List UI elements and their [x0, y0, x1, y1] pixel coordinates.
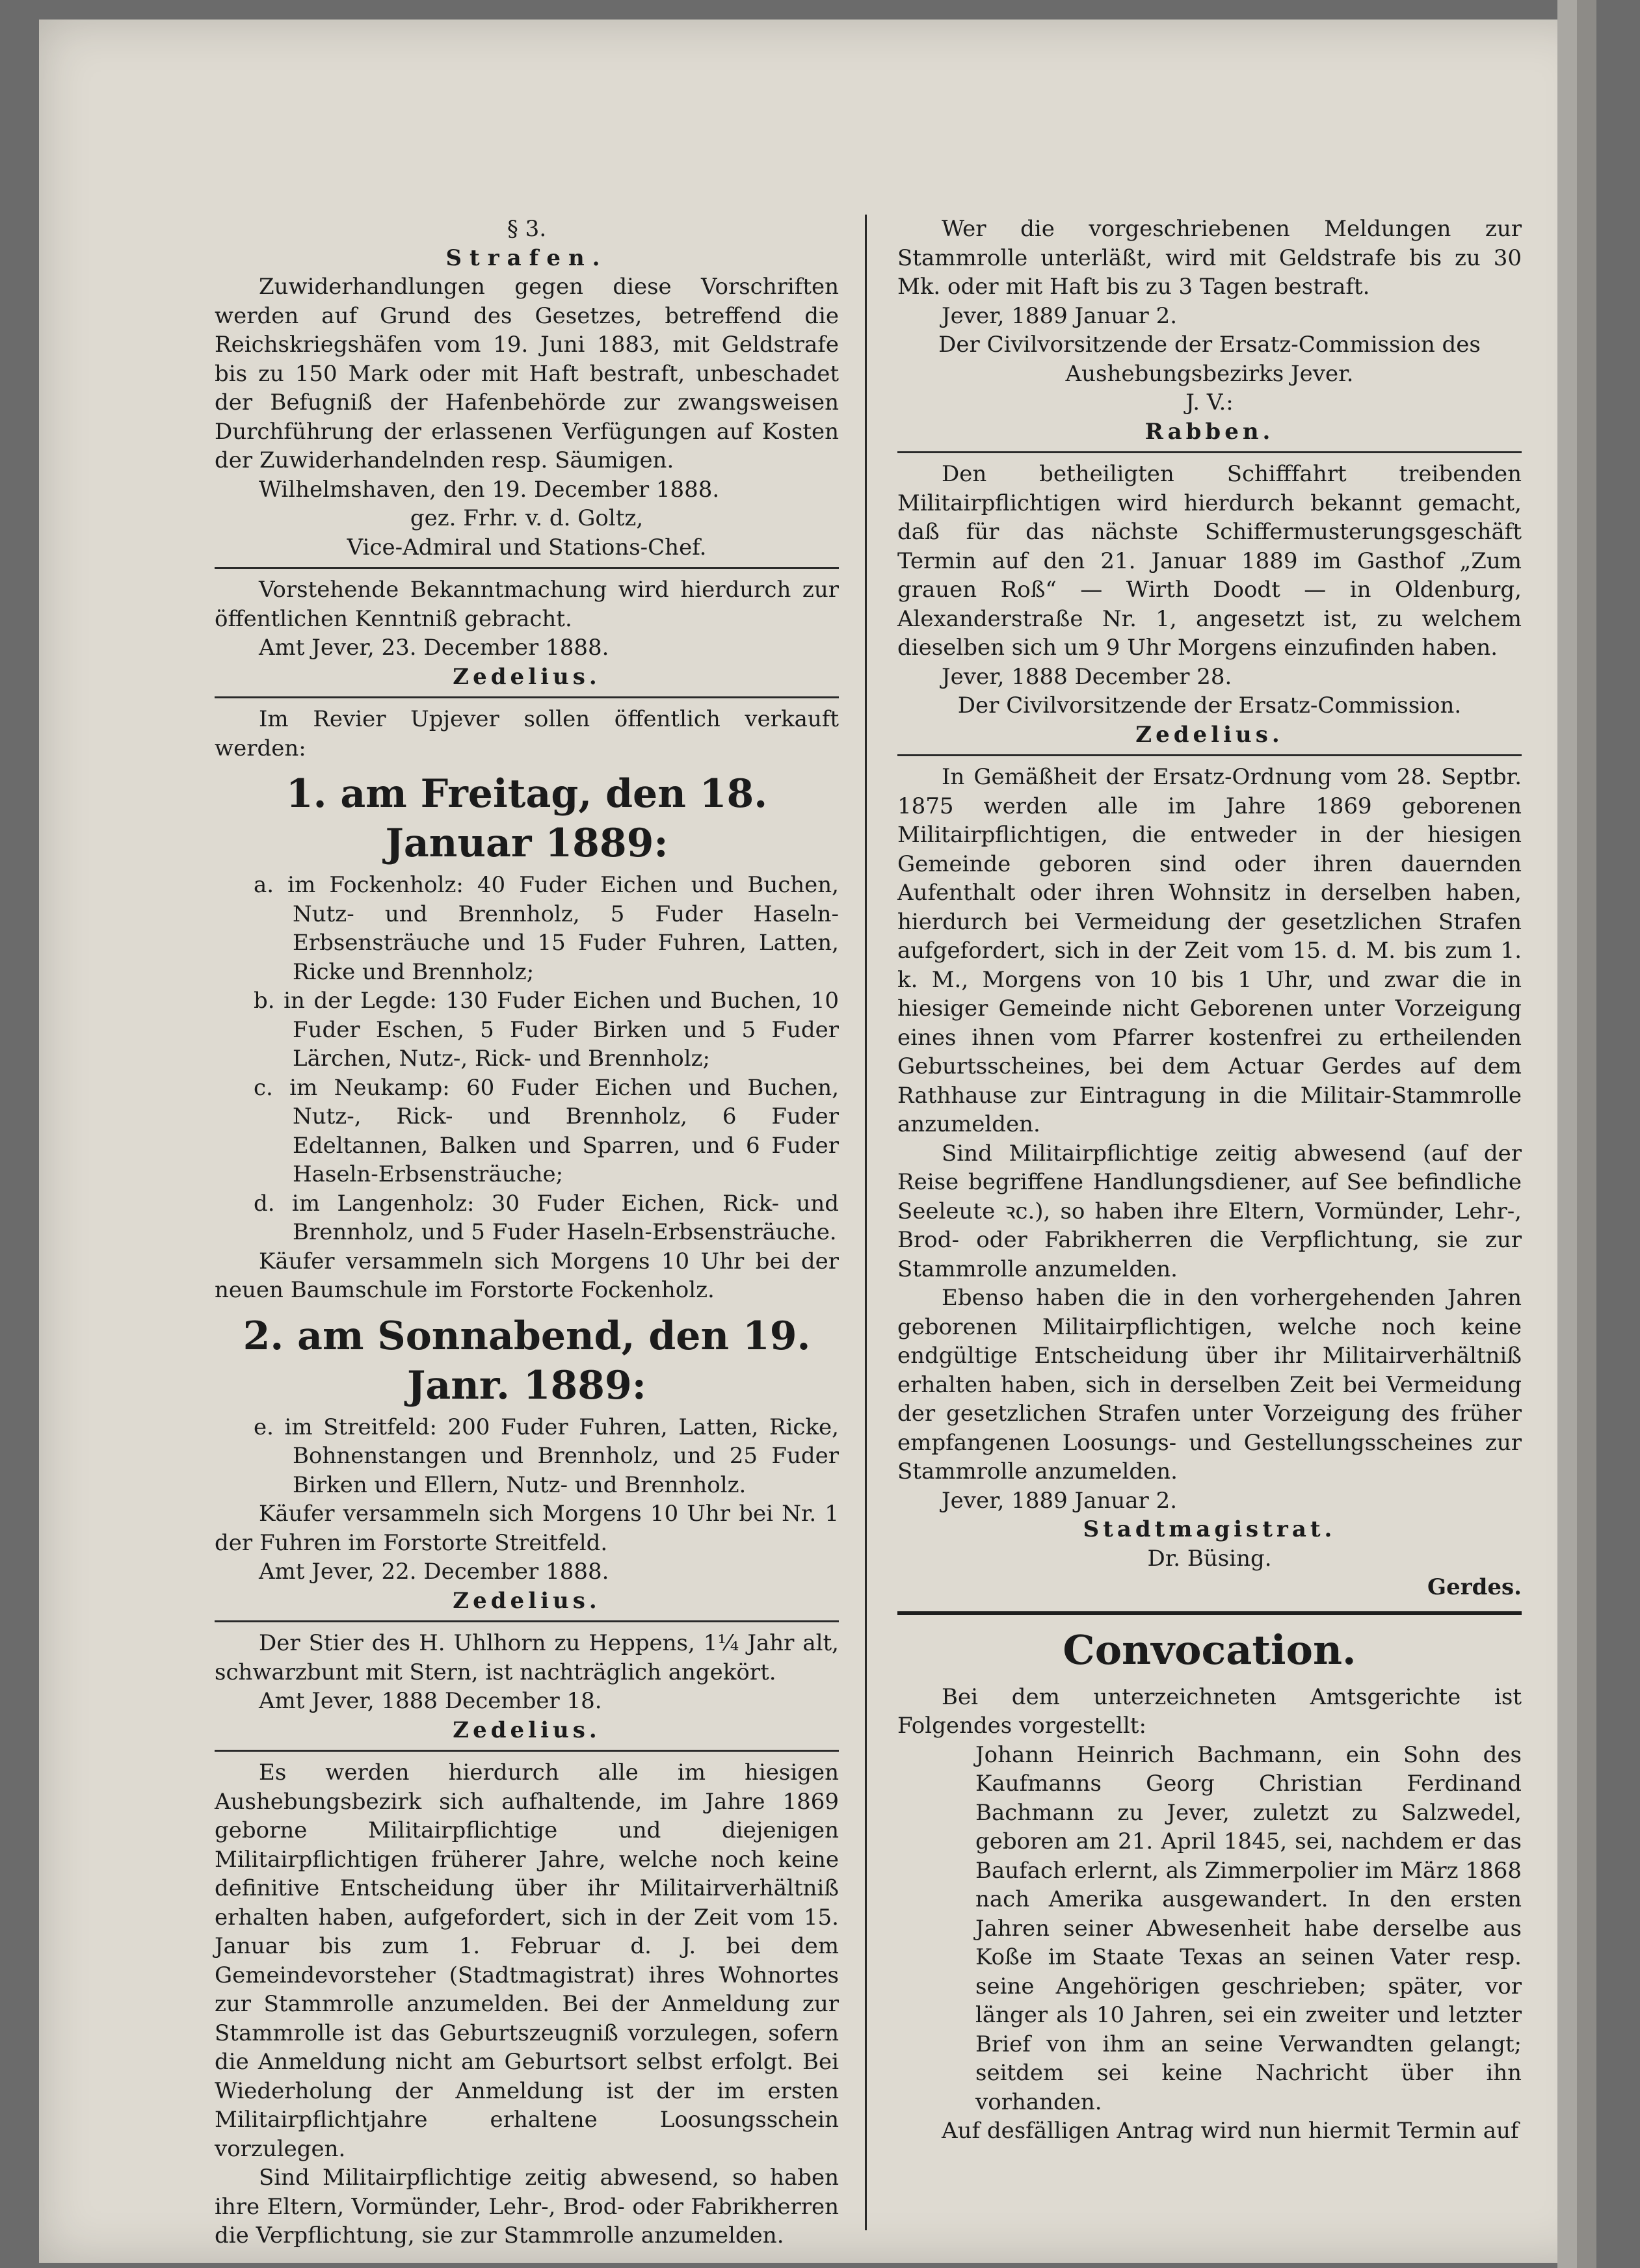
auction-heading-1: 1. am Freitag, den 18. Januar 1889: — [285, 771, 768, 866]
muster-paragraph: Sind Militairpflichtige zeitig abwesend, so haben ihre Eltern, Vormünder, Lehr-, Brod- oder Fabrikherren die Verpflichtung, sie zur Stammrolle anzumelden. — [215, 2165, 839, 2248]
convocation-title: Convocation. — [1063, 1626, 1356, 1674]
convocation-end: Auf desfälligen Antrag wird nun hiermit Termin auf — [942, 2118, 1519, 2144]
auction-item: d. im Langenholz: 30 Fuder Eichen, Rick- und Brennholz, und 5 Fuder Haseln-Erbsensträuche. — [254, 1190, 839, 1245]
signature: Dr. Büsing. — [1147, 1545, 1272, 1572]
registration-paragraph: Ebenso haben die in den vorhergehenden Jahren geborenen Militairpflichtigen, welche noch keine endgültige Entscheidung über ihr Militairverhältniß erhalten haben, sich in derselben Zeit bei Vermeidung der gesetzlichen Strafen unter Vorzeigung des früher empfangenen Loosungs- und Gestellungsscheines zur Stammrolle anzumelden. — [897, 1285, 1522, 1484]
place-date: Jever, 1888 December 28. — [942, 663, 1232, 690]
page-edge-shadow — [1577, 0, 1596, 2268]
notice-paragraph: Vorstehende Bekanntmachung wird hierdurch zur öffentlichen Kenntniß gebracht. — [215, 577, 839, 632]
divider — [215, 1620, 839, 1622]
signature: Gerdes. — [1427, 1574, 1522, 1600]
authority: Der Civilvorsitzende der Ersatz-Commission des Aushebungsbezirks Jever. — [938, 332, 1481, 387]
auction-item: c. im Neukamp: 60 Fuder Eichen und Buchen, Nutz-, Rick- und Brennholz, 6 Fuder Edeltannen, Balken und Sparren, und 6 Fuder Haseln-Erbsensträuche; — [254, 1074, 839, 1187]
divider — [215, 696, 839, 698]
place-date: Wilhelmshaven, den 19. December 1888. — [259, 476, 720, 503]
auction-item: e. im Streitfeld: 200 Fuder Fuhren, Latten, Ricke, Bohnenstangen und Brennholz, und 25 Fuder Birken und Ellern, Nutz- und Brennholz. — [254, 1414, 839, 1498]
divider — [897, 451, 1522, 453]
signature-title: Vice-Admiral und Stations-Chef. — [347, 534, 707, 560]
place-date: Amt Jever, 23. December 1888. — [259, 635, 609, 661]
auction-buyers-note: Käufer versammeln sich Morgens 10 Uhr bei Nr. 1 der Fuhren im Forstorte Streitfeld. — [215, 1501, 839, 1556]
signature: Rabben. — [1144, 418, 1275, 445]
right-column — [897, 215, 1522, 2146]
auction-intro: Im Revier Upjever sollen öffentlich verkauft werden: — [215, 706, 839, 761]
bull-notice: Der Stier des H. Uhlhorn zu Heppens, 1¼ Jahr alt, schwarzbunt mit Stern, ist nachträglich angekört. — [215, 1630, 839, 1685]
column-divider — [865, 215, 867, 2230]
signature: gez. Frhr. v. d. Goltz, — [410, 505, 644, 531]
place-date: Amt Jever, 22. December 1888. — [259, 1559, 609, 1585]
iv-label: J. V.: — [1185, 389, 1234, 415]
divider — [215, 567, 839, 569]
divider — [897, 754, 1522, 756]
section-number: § 3. — [507, 216, 547, 242]
convocation-intro: Bei dem unterzeichneten Amtsgerichte ist Folgendes vorgestellt: — [897, 1683, 1522, 1739]
left-column — [215, 215, 839, 2250]
convocation-body: Johann Heinrich Bachmann, ein Sohn des Kaufmanns Georg Christian Ferdinand Bachmann zu Jever, zuletzt zu Salzwedel, geboren am 21. April 1845, sei, nachdem er das Baufach erlernt, als Zimmerpolier im März 1868 nach Amerika ausgewandert. In den ersten Jahren seiner Abwesenheit habe derselbe aus Koße im Staate Texas an seinen Vater resp. seine Angehörigen geschrieben; später, vor länger als 10 Jahren, sei ein zweiter und letzter Brief von ihm an seine Verwandten gelangt; seitdem sei keine Nachricht über ihn vorhanden. — [975, 1741, 1522, 2115]
penalty-paragraph: Wer die vorgeschriebenen Meldungen zur Stammrolle unterläßt, wird mit Geldstrafe bis zu 30 Mk. oder mit Haft bis zu 3 Tagen bestraft. — [897, 216, 1522, 300]
place-date: Jever, 1889 Januar 2. — [942, 1487, 1178, 1514]
signature: Zedelius. — [1135, 721, 1284, 748]
auction-buyers-note: Käufer versammeln sich Morgens 10 Uhr bei der neuen Baumschule im Forstorte Fockenholz. — [215, 1248, 839, 1303]
penalty-paragraph: Zuwiderhandlungen gegen diese Vorschriften werden auf Grund des Gesetzes, betreffend die Reichskriegshäfen vom 19. Juni 1883, mit Geldstrafe bis zu 150 Mark oder mit Haft bestraft, unbeschadet der Befugniß der Hafenbehörde zur zwangsweisen Durchführung der erlassenen Verfügungen auf Kosten der Zuwiderhandelnden resp. Säumigen. — [215, 274, 839, 473]
page-edge — [1557, 0, 1577, 2268]
signature: Zedelius. — [453, 1717, 601, 1743]
place-date: Jever, 1889 Januar 2. — [942, 302, 1178, 329]
auction-heading-2: 2. am Sonnabend, den 19. Janr. 1889: — [243, 1313, 811, 1408]
auction-item: b. in der Legde: 130 Fuder Eichen und Buchen, 10 Fuder Eschen, 5 Fuder Birken und 5 Fuder Lärchen, Nutz-, Rick- und Brennholz; — [254, 988, 839, 1072]
auction-item: a. im Fockenholz: 40 Fuder Eichen und Buchen, Nutz- und Brennholz, 5 Fuder Haseln-Erbsensträuche und 15 Fuder Fuhren, Latten, Ricke und Brennholz; — [254, 872, 839, 985]
muster-paragraph: Es werden hierdurch alle im hiesigen Aushebungsbezirk sich aufhaltende, im Jahre 1869 geborne Militairpflichtige und diejenigen Militairpflichtigen früherer Jahre, welche noch keine definitive Entscheidung über ihr Militairverhältniß erhalten haben, aufgefordert, sich in der Zeit vom 15. Januar bis zum 1. Februar d. J. bei dem Gemeindevorsteher (Stadtmagistrat) ihres Wohnortes zur Stammrolle anzumelden. Bei der Anmeldung zur Stammrolle ist das Geburtszeugniß vorzulegen, sofern die Anmeldung nicht am Geburtsort selbst erfolgt. Bei Wiederholung der Anmeldung ist der im ersten Militairpflichtjahre erhaltene Loosungsschein vorzulegen. — [215, 1760, 839, 2162]
signature: Zedelius. — [453, 1587, 601, 1614]
registration-paragraph: Sind Militairpflichtige zeitig abwesend (auf der Reise begriffene Handlungsdiener, auf See befindliche Seeleute ꝛc.), so haben ihre Eltern, Vormünder, Lehr-, Brod- oder Fabrikherren die Verpflichtung, sie zur Stammrolle anzumelden. — [897, 1140, 1522, 1282]
authority: Stadtmagistrat. — [1083, 1516, 1336, 1542]
place-date: Amt Jever, 1888 December 18. — [259, 1688, 602, 1714]
signature: Zedelius. — [453, 663, 601, 690]
authority: Der Civilvorsitzende der Ersatz-Commission. — [957, 692, 1462, 719]
registration-paragraph: In Gemäßheit der Ersatz-Ordnung vom 28. Septbr. 1875 werden alle im Jahre 1869 geborenen Militairpflichtigen, die entweder in der hiesigen Gemeinde geboren sind oder ihren dauernden Aufenthalt oder ihren Wohnsitz in derselben haben, hierdurch bei Vermeidung der gesetzlichen Strafen aufgefordert, sich in der Zeit vom 15. d. M. bis zum 1. k. M., Morgens von 10 bis 1 Uhr, und zwar die in hiesiger Gemeinde nicht Geborenen unter Vorzeigung eines ihnen vom Pfarrer kostenfrei zu ertheilenden Geburtsscheines, bei dem Actuar Gerdes auf dem Rathhause zur Eintragung in die Militair-Stammrolle anzumelden. — [897, 764, 1522, 1137]
section-title: Strafen. — [445, 244, 608, 271]
divider — [215, 1750, 839, 1752]
muster-notice: Den betheiligten Schifffahrt treibenden Militairpflichtigen wird hierdurch bekannt gemacht, daß für das nächste Schiffermusterungsgeschäft Termin auf den 21. Januar 1889 im Gasthof „Zum grauen Roß“ — Wirth Doodt — in Oldenburg, Alexanderstraße Nr. 1, angesetzt ist, zu welchem dieselben sich um 9 Uhr Morgens einzufinden haben. — [897, 461, 1522, 661]
divider — [897, 1611, 1522, 1615]
